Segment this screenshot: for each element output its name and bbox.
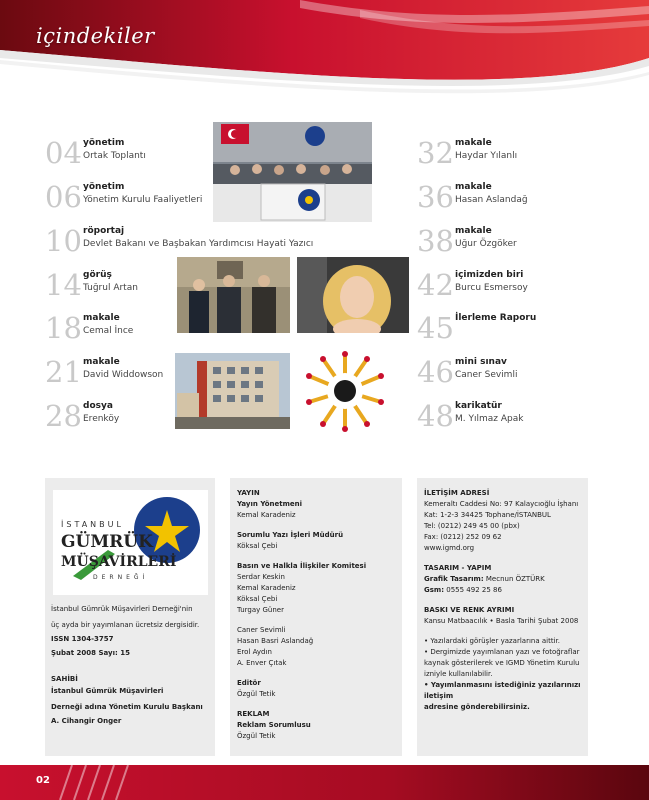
committee-member: Köksal Çebi: [237, 595, 278, 603]
toc-page-number: 28: [45, 399, 82, 433]
logo-text-line: GÜMRÜK: [61, 532, 153, 552]
print-heading: BASKI VE RENK AYRIMI: [424, 606, 515, 614]
print-info: Kansu Matbaacılık • Basla Tarihi Şubat 2008: [424, 617, 579, 625]
toc-page-number: 38: [417, 224, 454, 258]
building-photo: [175, 353, 290, 429]
issn: ISSN 1304-3757: [51, 635, 114, 643]
toc-category: makale: [83, 313, 120, 323]
toc-page-number: 06: [45, 180, 82, 214]
committee-title: Basın ve Halkla İlişkiler Komitesi: [237, 562, 367, 570]
toc-page-number: 21: [45, 355, 82, 389]
editor-title: Sorumlu Yazı İşleri Müdürü: [237, 531, 344, 539]
toc-category: makale: [455, 138, 492, 148]
note: izniyle kullanılabilir.: [424, 670, 493, 678]
toc-title: Devlet Bakanı ve Başbakan Yardımcısı Hayati Yazıcı: [83, 239, 314, 249]
toc-category: makale: [83, 357, 120, 367]
toc-page-number: 46: [417, 355, 454, 389]
committee-member: Kemal Karadeniz: [237, 584, 296, 592]
toc-title: Yönetim Kurulu Faaliyetleri: [83, 195, 203, 205]
contact-panel: [417, 478, 588, 756]
contributor: Hasan Basri Aslandağ: [237, 637, 314, 645]
toc-title: Ortak Toplantı: [83, 151, 146, 161]
address-line: Kat: 1-2-3 34425 Tophane/İSTANBUL: [424, 511, 551, 519]
header-banner: [0, 0, 649, 95]
toc-title: Caner Sevimli: [455, 370, 518, 380]
publisher-intro: İstanbul Gümrük Müşavirleri Derneği'nin: [51, 605, 193, 613]
contributor: A. Enver Çıtak: [237, 659, 287, 667]
committee-member: Serdar Keskin: [237, 573, 285, 581]
editor-name: Köksal Çebi: [237, 542, 278, 550]
phone: Tel: (0212) 249 45 00 (pbx): [424, 522, 520, 530]
page-number: 02: [36, 775, 50, 786]
logo-text-line: DERNEĞİ: [93, 574, 149, 581]
toc-title: David Widdowson: [83, 370, 164, 380]
toc-category: mini sınav: [455, 357, 507, 367]
toc-page-number: 14: [45, 268, 82, 302]
note: kaynak gösterilerek ve IGMD Yönetim Kurulu: [424, 659, 580, 667]
note: • Yayımlanmasını istediğiniz yazılarınızı: [424, 681, 581, 689]
pencils-illustration: [303, 350, 387, 432]
toc-title: Haydar Yılanlı: [455, 151, 518, 161]
toc-title: Burcu Esmersoy: [455, 283, 528, 293]
toc-category: makale: [455, 182, 492, 192]
toc-title: Hasan Aslandağ: [455, 195, 528, 205]
toc-title: M. Yılmaz Apak: [455, 414, 524, 424]
ad-heading: REKLAM: [237, 710, 270, 718]
fax: Fax: (0212) 252 09 62: [424, 533, 502, 541]
issue-info: Şubat 2008 Sayı: 15: [51, 649, 130, 657]
ad-title: Reklam Sorumlusu: [237, 721, 311, 729]
owner-heading: SAHİBİ: [51, 675, 78, 683]
toc-category: karikatür: [455, 401, 502, 411]
toc-page-number: 45: [417, 311, 454, 345]
toc-title: Erenköy: [83, 414, 120, 424]
note: iletişim: [424, 692, 454, 700]
toc-category: İlerleme Raporu: [455, 313, 537, 323]
contact-heading: İLETİŞİM ADRESİ: [424, 489, 490, 497]
design-label: Grafik Tasarım:: [424, 575, 484, 583]
toc-page-number: 10: [45, 224, 82, 258]
logo-text-line: MÜŞAVİRLERİ: [61, 554, 177, 570]
mgmt-title: Yayın Yönetmeni: [237, 500, 303, 508]
footer-banner: [0, 765, 649, 800]
toc-page-number: 32: [417, 136, 454, 170]
toc-title: Uğur Özgöker: [455, 239, 517, 249]
meeting-photo: [213, 122, 372, 222]
owner-role: Derneği adına Yönetim Kurulu Başkanı: [51, 703, 203, 711]
committee-member: Turgay Güner: [237, 606, 284, 614]
toc-category: makale: [455, 226, 492, 236]
gsm-label: Gsm:: [424, 586, 445, 594]
note: adresine gönderebilirsiniz.: [424, 703, 530, 711]
toc-page-number: 04: [45, 136, 82, 170]
editorial-panel: [230, 478, 402, 756]
edt-title: Editör: [237, 679, 261, 687]
toc-category: içimizden biri: [455, 270, 524, 280]
editorial-heading: YAYIN: [237, 489, 260, 497]
portrait-photo: [297, 257, 409, 333]
toc-title: Cemal İnce: [83, 326, 134, 336]
toc-category: yönetim: [83, 138, 125, 148]
logo-text-line: İSTANBUL: [61, 520, 124, 529]
toc-page-number: 42: [417, 268, 454, 302]
toc-page-number: 36: [417, 180, 454, 214]
toc-category: görüş: [83, 270, 112, 280]
website-link[interactable]: www.igmd.org: [424, 544, 475, 552]
mgmt-name: Kemal Karadeniz: [237, 511, 296, 519]
toc-title: Tuğrul Artan: [83, 283, 138, 293]
toc-category: yönetim: [83, 182, 125, 192]
note: • Dergimizde yayımlanan yazı ve fotoğraflar: [424, 648, 580, 656]
edt-name: Özgül Tetik: [237, 690, 276, 698]
toc-category: röportaj: [83, 226, 125, 236]
owner-name: A. Cihangir Onger: [51, 717, 122, 725]
contributor: Erol Aydın: [237, 648, 272, 656]
owner-org: İstanbul Gümrük Müşavirleri: [51, 687, 164, 695]
contributor: Caner Sevimli: [237, 626, 286, 634]
ad-name: Özgül Tetik: [237, 732, 276, 740]
toc-page-number: 18: [45, 311, 82, 345]
publisher-intro: üç ayda bir yayımlanan ücretsiz dergisidir.: [51, 621, 200, 629]
design-heading: TASARIM - YAPIM: [424, 564, 492, 572]
toc-category: dosya: [83, 401, 113, 411]
association-logo: [53, 490, 208, 595]
gsm-number: 0555 492 25 86: [446, 586, 502, 594]
toc-page-number: 48: [417, 399, 454, 433]
page-title: içindekiler: [36, 24, 155, 48]
officials-photo: [177, 257, 290, 333]
address-line: Kemeraltı Caddesi No: 97 Kalaycıoğlu İşhanı: [424, 500, 579, 508]
note: • Yazılardaki görüşler yazarlarına aittir.: [424, 637, 560, 645]
publisher-info-panel: [45, 478, 215, 756]
design-name: Mecnun ÖZTÜRK: [485, 575, 545, 583]
